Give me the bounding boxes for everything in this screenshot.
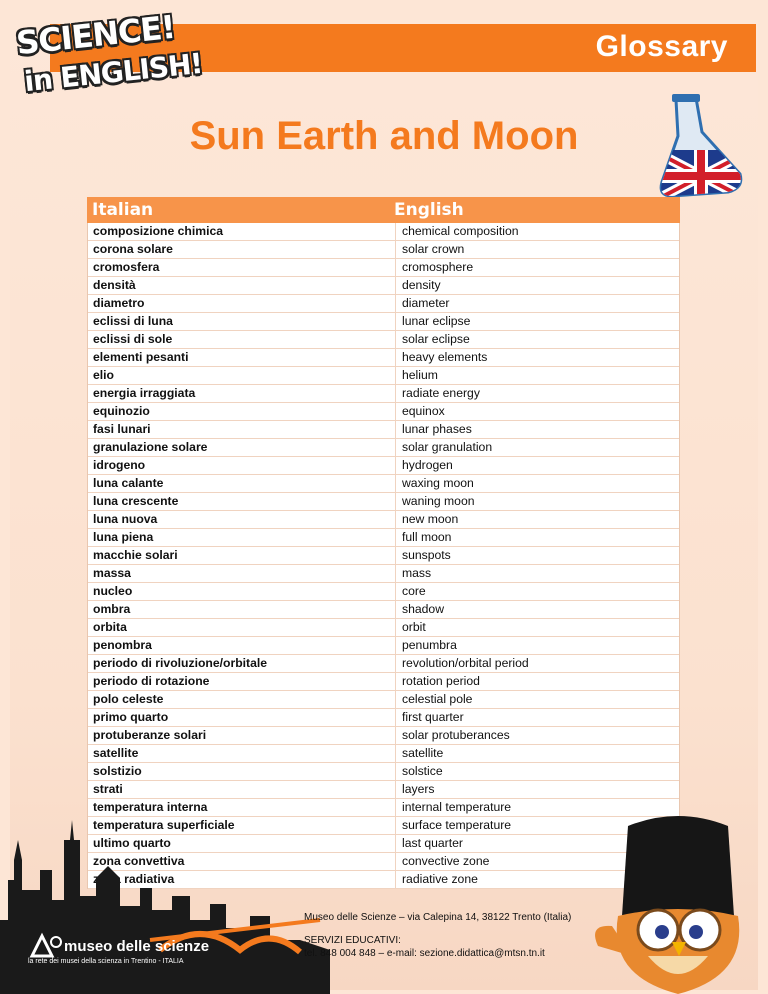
english-term: surface temperature <box>402 818 512 832</box>
flask-union-jack-icon <box>632 92 752 202</box>
italian-term: eclissi di sole <box>88 331 396 348</box>
italian-term: nucleo <box>88 583 396 600</box>
english-term: convective zone <box>402 854 490 868</box>
english-term: cromosphere <box>402 260 474 274</box>
english-term: orbit <box>402 620 426 634</box>
table-row <box>88 385 679 403</box>
glossary-table <box>87 197 680 889</box>
english-term: waning moon <box>402 494 475 508</box>
english-term: full moon <box>402 530 452 544</box>
italian-term: fasi lunari <box>88 421 396 438</box>
italian-term: massa <box>88 565 396 582</box>
english-term: chemical composition <box>402 224 519 238</box>
english-term: mass <box>402 566 432 580</box>
table-row <box>88 457 679 475</box>
english-term: first quarter <box>402 710 464 724</box>
english-term: solar granulation <box>402 440 493 454</box>
english-term: celestial pole <box>402 692 473 706</box>
italian-term: ultimo quarto <box>88 835 396 852</box>
english-term: core <box>402 584 426 598</box>
table-row <box>88 313 679 331</box>
english-term: heavy elements <box>402 350 488 364</box>
italian-term: solstizio <box>88 763 396 780</box>
english-term: radiate energy <box>402 386 480 400</box>
table-row <box>88 511 679 529</box>
table-row <box>88 583 679 601</box>
italian-term: periodo di rotazione <box>88 673 396 690</box>
english-term: lunar eclipse <box>402 314 471 328</box>
italian-term: composizione chimica <box>88 223 396 240</box>
table-row <box>88 223 679 241</box>
table-row <box>88 367 679 385</box>
english-term: sunspots <box>402 548 451 562</box>
italian-term: orbita <box>88 619 396 636</box>
italian-term: equinozio <box>88 403 396 420</box>
english-term: helium <box>402 368 438 382</box>
english-term: equinox <box>402 404 445 418</box>
footer-address: Museo delle Scienze – via Calepina 14, 38122 Trento (Italia) <box>304 912 572 923</box>
museum-logo-icon <box>28 932 62 958</box>
english-term: lunar phases <box>402 422 472 436</box>
table-row <box>88 763 679 781</box>
services-label: SERVIZI EDUCATIVI: <box>304 935 401 946</box>
italian-term: ombra <box>88 601 396 618</box>
table-row <box>88 709 679 727</box>
english-term: radiative zone <box>402 872 478 886</box>
english-term: shadow <box>402 602 445 616</box>
italian-term: strati <box>88 781 396 798</box>
italian-term: temperatura interna <box>88 799 396 816</box>
italian-term: luna calante <box>88 475 396 492</box>
table-body <box>87 223 680 889</box>
english-term: waxing moon <box>402 476 474 490</box>
owl-mascot <box>588 806 758 994</box>
table-row <box>88 745 679 763</box>
italian-term: luna nuova <box>88 511 396 528</box>
english-term: solar eclipse <box>402 332 470 346</box>
italian-term: cromosfera <box>88 259 396 276</box>
table-header <box>87 197 680 223</box>
table-row <box>88 349 679 367</box>
italian-term: corona solare <box>88 241 396 258</box>
table-row <box>88 601 679 619</box>
table-row <box>88 727 679 745</box>
english-term: solar crown <box>402 242 465 256</box>
museum-tagline: la rete dei musei della scienza in Trentino - ITALIA <box>28 958 184 965</box>
header-italian: Italian <box>92 200 154 220</box>
science-in-english-logo <box>6 8 216 100</box>
english-term: new moon <box>402 512 459 526</box>
english-term: solstice <box>402 764 443 778</box>
header-english: English <box>394 200 464 220</box>
italian-term: diametro <box>88 295 396 312</box>
english-term: solar protuberances <box>402 728 510 742</box>
table-row <box>88 331 679 349</box>
italian-term: polo celeste <box>88 691 396 708</box>
italian-term: densità <box>88 277 396 294</box>
table-row <box>88 781 679 799</box>
logo-line1: SCIENCE! <box>14 7 177 63</box>
table-row <box>88 475 679 493</box>
table-row <box>88 241 679 259</box>
italian-term: elio <box>88 367 396 384</box>
table-row <box>88 439 679 457</box>
english-term: rotation period <box>402 674 480 688</box>
table-row <box>88 421 679 439</box>
footer-services <box>304 934 545 960</box>
table-row <box>88 259 679 277</box>
italian-term: satellite <box>88 745 396 762</box>
italian-term: luna piena <box>88 529 396 546</box>
page-title: Sun Earth and Moon <box>189 114 579 158</box>
english-term: hydrogen <box>402 458 453 472</box>
italian-term: idrogeno <box>88 457 396 474</box>
table-row <box>88 655 679 673</box>
english-term: density <box>402 278 441 292</box>
table-row <box>88 673 679 691</box>
italian-term: temperatura superficiale <box>88 817 396 834</box>
table-row <box>88 547 679 565</box>
table-row <box>88 295 679 313</box>
section-title: Glossary <box>595 30 728 63</box>
italian-term: energia irraggiata <box>88 385 396 402</box>
english-term: last quarter <box>402 836 463 850</box>
english-term: internal temperature <box>402 800 512 814</box>
table-row <box>88 529 679 547</box>
italian-term: protuberanze solari <box>88 727 396 744</box>
italian-term: penombra <box>88 637 396 654</box>
services-contact: tel. 848 004 848 – e-mail: sezione.didattica@mtsn.tn.it <box>304 948 545 959</box>
english-term: diameter <box>402 296 450 310</box>
table-row <box>88 403 679 421</box>
table-row <box>88 565 679 583</box>
table-row <box>88 277 679 295</box>
english-term: layers <box>402 782 435 796</box>
italian-term: zona convettiva <box>88 853 396 870</box>
table-row <box>88 691 679 709</box>
italian-term: macchie solari <box>88 547 396 564</box>
italian-term: eclissi di luna <box>88 313 396 330</box>
italian-term: zona radiativa <box>88 871 396 888</box>
museum-name: museo delle scienze <box>64 938 210 955</box>
italian-term: granulazione solare <box>88 439 396 456</box>
english-term: revolution/orbital period <box>402 656 529 670</box>
english-term: satellite <box>402 746 444 760</box>
italian-term: luna crescente <box>88 493 396 510</box>
table-row <box>88 493 679 511</box>
english-term: penumbra <box>402 638 457 652</box>
italian-term: periodo di rivoluzione/orbitale <box>88 655 396 672</box>
italian-term: elementi pesanti <box>88 349 396 366</box>
italian-term: primo quarto <box>88 709 396 726</box>
logo-line2: in ENGLISH! <box>22 46 204 99</box>
table-row <box>88 637 679 655</box>
table-row <box>88 619 679 637</box>
